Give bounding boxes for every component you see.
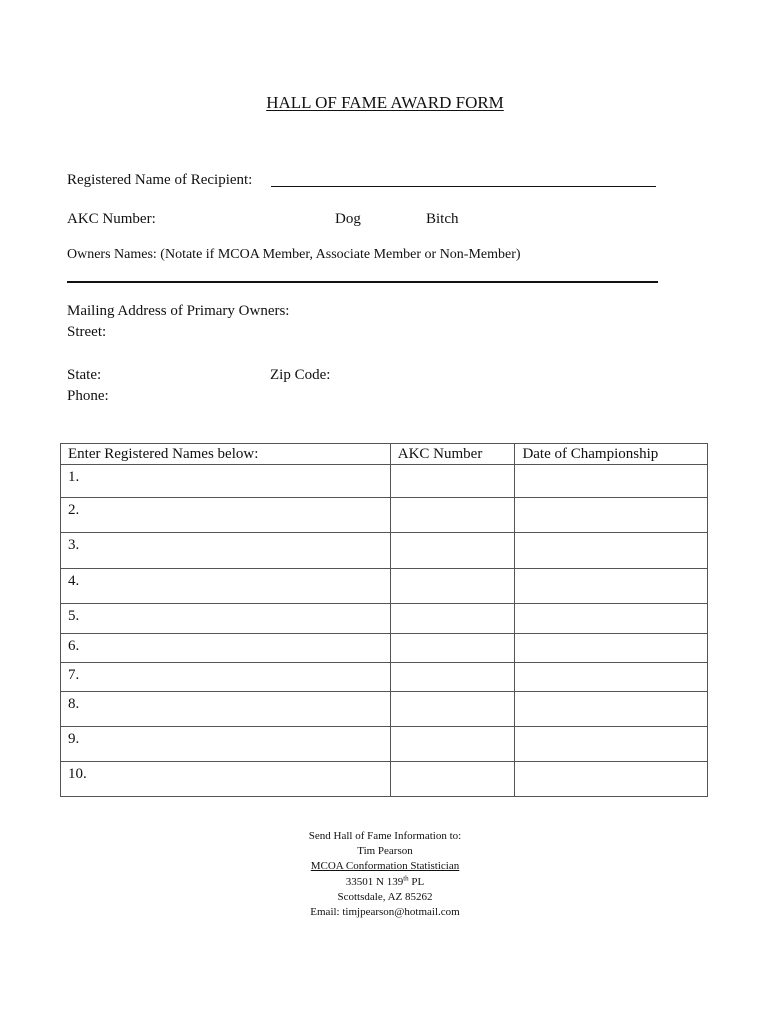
table-header-row [61, 444, 708, 465]
form-title-text: HALL OF FAME AWARD FORM [266, 93, 504, 112]
date-cell[interactable] [515, 634, 708, 663]
table-row [61, 762, 708, 797]
name-cell[interactable]: 4. [61, 569, 391, 604]
table-row [61, 498, 708, 533]
akc-cell[interactable] [390, 569, 515, 604]
state-label: State: [67, 367, 102, 383]
date-cell[interactable] [515, 663, 708, 692]
akc-number-label: AKC Number: [67, 211, 156, 227]
street-address-number: 33501 N 139 [345, 875, 404, 888]
street-address [0, 875, 770, 890]
footer [0, 829, 770, 920]
name-cell[interactable]: 1. [61, 465, 391, 498]
header-date-of-championship: Date of Championship [515, 444, 708, 465]
date-cell[interactable] [515, 498, 708, 533]
table-row [61, 727, 708, 762]
name-cell[interactable]: 7. [61, 663, 391, 692]
table-row [61, 569, 708, 604]
contact-email[interactable]: Email: timjpearson@hotmail.com [310, 906, 460, 919]
name-cell[interactable]: 10. [61, 762, 391, 797]
street-address-suffix: th [403, 873, 409, 882]
name-cell[interactable]: 6. [61, 634, 391, 663]
akc-cell[interactable] [390, 727, 515, 762]
dog-option[interactable]: Dog [335, 211, 361, 227]
recipient-line[interactable] [271, 186, 656, 187]
date-cell[interactable] [515, 692, 708, 727]
send-to-line: Send Hall of Fame Information to: [308, 830, 462, 842]
header-registered-names: Enter Registered Names below: [61, 444, 391, 465]
table-row [61, 465, 708, 498]
table-row [61, 663, 708, 692]
date-cell[interactable] [515, 569, 708, 604]
bitch-option[interactable]: Bitch [426, 211, 459, 227]
recipient-label: Registered Name of Recipient: [67, 172, 253, 188]
date-cell[interactable] [515, 465, 708, 498]
date-cell[interactable] [515, 533, 708, 569]
city-state-zip: Scottsdale, AZ 85262 [337, 890, 433, 903]
street-label: Street: [67, 324, 107, 340]
akc-cell[interactable] [390, 663, 515, 692]
akc-cell[interactable] [390, 692, 515, 727]
mailing-address-label: Mailing Address of Primary Owners: [67, 303, 290, 319]
contact-name: Tim Pearson [357, 845, 413, 858]
table-row [61, 604, 708, 634]
date-cell[interactable] [515, 727, 708, 762]
akc-cell[interactable] [390, 604, 515, 634]
akc-cell[interactable] [390, 634, 515, 663]
street-address-street: PL [408, 875, 425, 888]
contact-role: MCOA Conformation Statistician [310, 860, 460, 873]
zip-code-label: Zip Code: [270, 367, 331, 383]
owners-line[interactable] [67, 281, 658, 283]
name-cell[interactable]: 2. [61, 498, 391, 533]
akc-cell[interactable] [390, 465, 515, 498]
phone-label: Phone: [67, 388, 109, 404]
date-cell[interactable] [515, 604, 708, 634]
header-akc-number: AKC Number [390, 444, 515, 465]
table-row [61, 533, 708, 569]
registered-names-table [60, 443, 708, 797]
akc-cell[interactable] [390, 498, 515, 533]
owners-label: Owners Names: (Notate if MCOA Member, Associate Member or Non-Member) [67, 247, 521, 262]
akc-cell[interactable] [390, 762, 515, 797]
date-cell[interactable] [515, 762, 708, 797]
name-cell[interactable]: 9. [61, 727, 391, 762]
table-row [61, 634, 708, 663]
akc-cell[interactable] [390, 533, 515, 569]
name-cell[interactable]: 3. [61, 533, 391, 569]
form-title [0, 93, 770, 113]
name-cell[interactable]: 8. [61, 692, 391, 727]
table-row [61, 692, 708, 727]
name-cell[interactable]: 5. [61, 604, 391, 634]
